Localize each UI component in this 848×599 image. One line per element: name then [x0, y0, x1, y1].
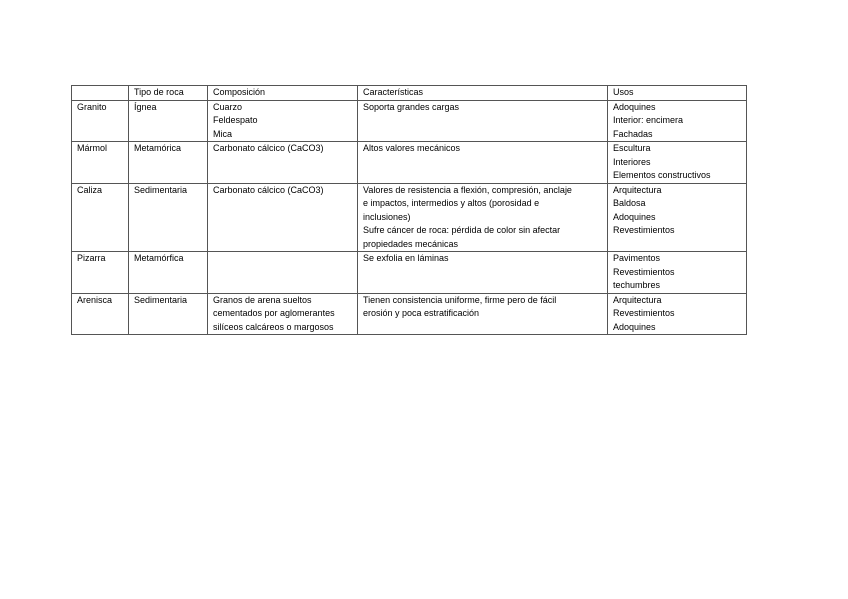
uses-line: Revestimientos [613, 225, 675, 235]
uses-line: Adoquines [613, 211, 656, 222]
characteristics-line: Altos valores mecánicos [363, 143, 461, 153]
table-row [72, 293, 747, 335]
uses-line: Adoquines [613, 321, 656, 332]
rock-name: Caliza [72, 183, 129, 252]
composition-line: Cuarzo [213, 101, 243, 112]
rock-name: Arenisca [72, 293, 129, 335]
characteristics-line: Sufre cáncer de roca: pérdida de color sin afectar [363, 225, 561, 235]
characteristics-line: Valores de resistencia a flexión, compresión, anclaje [363, 184, 572, 195]
rock-uses [608, 183, 747, 252]
header-caracteristicas: Características [358, 86, 608, 101]
header-composicion: Composición [208, 86, 358, 101]
rock-composition [208, 183, 358, 252]
rock-characteristics [358, 183, 608, 252]
rock-type: Metamórica [129, 142, 208, 184]
uses-line: Interior: encimera [613, 115, 684, 125]
characteristics-line: Tienen consistencia uniforme, firme pero de fácil [363, 294, 557, 305]
rock-type: Metamórfica [129, 252, 208, 294]
composition-line: Granos de arena sueltos [213, 294, 312, 305]
uses-line: Baldosa [613, 198, 646, 208]
rock-composition [208, 293, 358, 335]
rock-characteristics [358, 252, 608, 294]
rock-uses [608, 142, 747, 184]
composition-line: Carbonato cálcico (CaCO3) [213, 143, 324, 153]
composition-line: silíceos calcáreos o margosos [213, 321, 334, 332]
uses-line: Adoquines [613, 101, 656, 112]
table-row [72, 252, 747, 294]
rock-type: Sedimentaria [129, 183, 208, 252]
uses-line: Interiores [613, 156, 651, 167]
uses-line: Fachadas [613, 128, 653, 139]
rock-uses [608, 100, 747, 142]
rock-name: Mármol [72, 142, 129, 184]
characteristics-line: inclusiones) [363, 211, 411, 222]
uses-line: Pavimentos [613, 253, 661, 263]
rock-type: Ígnea [129, 100, 208, 142]
rock-characteristics [358, 142, 608, 184]
header-empty [72, 86, 129, 101]
characteristics-line: Se exfolia en láminas [363, 253, 449, 263]
uses-line: Revestimientos [613, 308, 675, 318]
characteristics-line: e impactos, intermedios y altos (porosidad e [363, 198, 540, 208]
uses-line: Arquitectura [613, 294, 662, 305]
uses-line: techumbres [613, 280, 661, 290]
uses-line: Escultura [613, 143, 651, 153]
rock-composition [208, 142, 358, 184]
table-header-row [72, 86, 747, 101]
rock-composition [208, 252, 358, 294]
composition-line: Mica [213, 128, 233, 139]
uses-line: Revestimientos [613, 266, 675, 277]
rock-uses [608, 293, 747, 335]
rock-composition [208, 100, 358, 142]
uses-line: Arquitectura [613, 184, 662, 195]
composition-line: Carbonato cálcico (CaCO3) [213, 184, 324, 195]
rock-name: Granito [72, 100, 129, 142]
rock-characteristics [358, 293, 608, 335]
rock-type: Sedimentaria [129, 293, 208, 335]
characteristics-line: erosión y poca estratificación [363, 308, 480, 318]
rock-name: Pizarra [72, 252, 129, 294]
table-row [72, 142, 747, 184]
composition-line: cementados por aglomerantes [213, 308, 335, 318]
table-row [72, 100, 747, 142]
rock-types-table [71, 85, 747, 335]
table-row [72, 183, 747, 252]
characteristics-line: propiedades mecánicas [363, 238, 459, 249]
header-tipo: Tipo de roca [129, 86, 208, 101]
composition-line: Feldespato [213, 115, 258, 125]
uses-line: Elementos constructivos [613, 170, 711, 180]
header-usos: Usos [608, 86, 747, 101]
characteristics-line: Soporta grandes cargas [363, 101, 460, 112]
rock-uses [608, 252, 747, 294]
rock-characteristics [358, 100, 608, 142]
